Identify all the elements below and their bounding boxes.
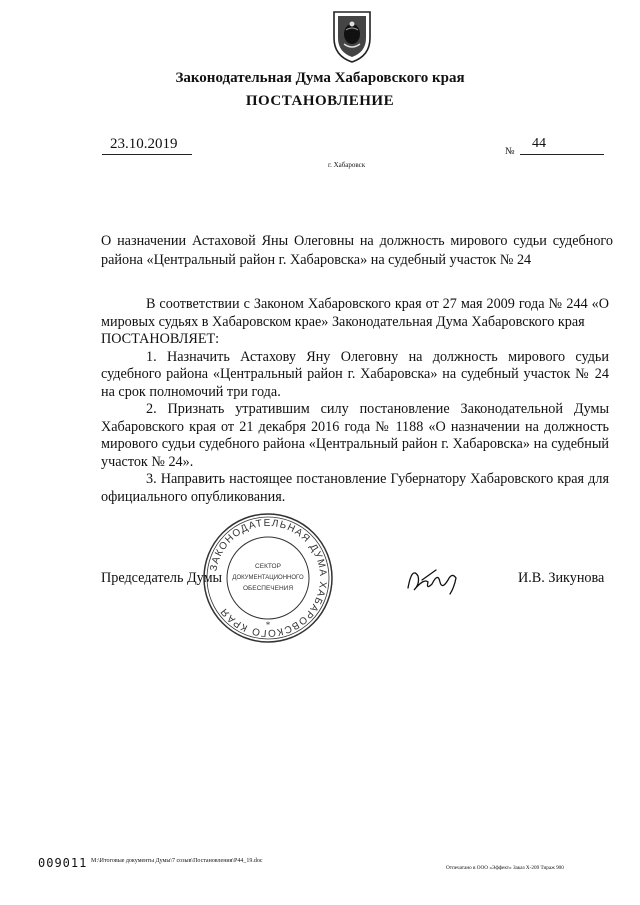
preamble: В соответствии с Законом Хабаровского края от 27 мая 2009 года № 244 «О мировых судьях в Хабаровском крае» Законодательная Дума Хабаровского края — [101, 296, 609, 330]
stamp-center-line-1: СЕКТОР — [255, 563, 281, 570]
date-underline — [102, 154, 192, 155]
document-number: 44 — [532, 136, 546, 151]
resolution-item-1: 1. Назначить Астахову Яну Олеговну на должность мирового судьи судебного района «Центральный район г. Хабаровска» на судебный участок № 24 на срок полномочий три года. — [101, 348, 609, 400]
coat-of-arms-icon — [330, 8, 374, 64]
document-body — [101, 296, 609, 506]
resolution-item-3: 3. Направить настоящее постановление Губернатору Хабаровского края для официального опубликования. — [101, 471, 609, 505]
document-subject: О назначении Астаховой Яны Олеговны на должность мирового судьи судебного района «Центральный район г. Хабаровска» на судебный участок № 24 — [101, 233, 613, 268]
stamp-center-line-2: ДОКУМЕНТАЦИОННОГО — [232, 575, 304, 581]
organization-title: Законодательная Дума Хабаровского края — [175, 70, 465, 86]
footer-file-path: M:\Итоговые документы Думы\7 созыв\Постановления\Р44_19.doc — [91, 858, 263, 864]
signer-name: И.В. Зикунова — [518, 570, 605, 586]
document-type: ПОСТАНОВЛЕНИЕ — [245, 93, 395, 109]
signer-title: Председатель Думы — [101, 570, 223, 586]
document-date: 23.10.2019 — [110, 136, 178, 152]
footer-print-info: Отпечатано в ООО «Эффект» Заказ Х-209 Тираж 900 — [446, 865, 564, 871]
number-label: № — [505, 146, 515, 157]
stamp-ring-text: ЗАКОНОДАТЕЛЬНАЯ ДУМА ХАБАРОВСКОГО КРАЯ — [208, 517, 329, 639]
stamp-center-line-3: ОБЕСПЕЧЕНИЯ — [242, 585, 294, 592]
resolution-item-2: 2. Признать утратившим силу постановление Законодательной Думы Хабаровского края от 21 декабря 2016 года № 1188 «О назначении на должность мирового судьи судебного района «Центральный район г. Хабаровска» на судебный участок № 24». — [101, 401, 609, 470]
city: г. Хабаровск — [328, 161, 366, 169]
footer-document-number: 009011 — [38, 856, 88, 870]
resolves-heading: ПОСТАНОВЛЯЕТ: — [101, 331, 220, 347]
number-underline — [520, 154, 604, 155]
stamp-star-icon: * — [265, 620, 271, 630]
handwritten-signature — [402, 558, 464, 598]
